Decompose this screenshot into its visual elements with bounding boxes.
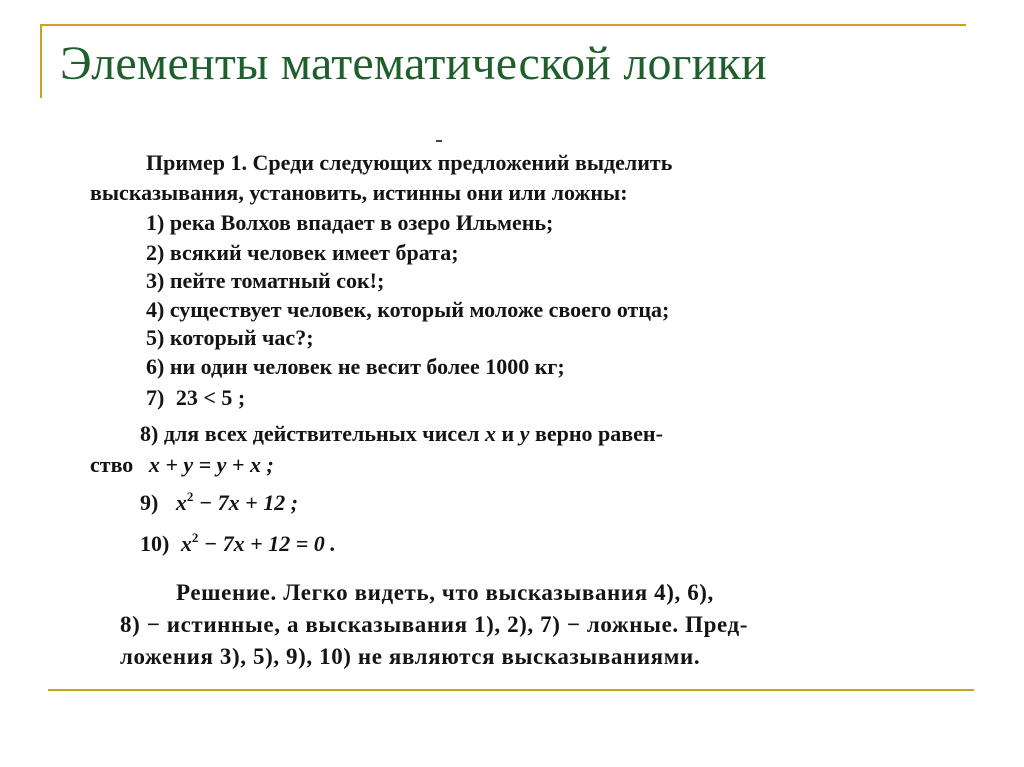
list-item: 6) ни один человек не весит более 1000 кг; xyxy=(146,354,565,379)
example-heading: Пример 1. Среди следующих предложений выделить xyxy=(146,150,673,175)
list-item: 2) всякий человек имеет брата; xyxy=(146,240,459,265)
item-10-base: x xyxy=(180,531,192,556)
item-8-variable-y: y xyxy=(519,421,530,446)
item-8-conjunction: и xyxy=(501,421,515,446)
item-10-exponent: 2 xyxy=(191,530,199,545)
list-item-9 xyxy=(140,490,298,516)
scan-artifact-mark xyxy=(436,140,442,142)
item-8-equation: x + y = y + x ; xyxy=(148,452,274,477)
solution-line-1-text: Легко видеть, что высказывания 4), 6), xyxy=(283,580,714,605)
item-7-label: 7) xyxy=(146,385,165,410)
item-9-label: 9) xyxy=(140,490,159,515)
list-item: 3) пейте томатный сок!; xyxy=(146,268,385,293)
example-heading-continued: высказывания, установить, истинны они или ложны: xyxy=(90,180,628,205)
solution-line-3: ложения 3), 5), 9), 10) не являются высказываниями. xyxy=(120,644,701,669)
slide-title: Элементы математической логики xyxy=(60,37,767,90)
item-9-base: x xyxy=(175,490,187,515)
list-item-7 xyxy=(146,385,245,411)
solution-heading: Решение. xyxy=(176,580,277,605)
list-item-10 xyxy=(140,531,336,557)
item-9-rest: − 7x + 12 ; xyxy=(198,490,299,515)
item-8-text: 8) для всех действительных чисел xyxy=(140,421,480,446)
list-item: 5) который час?; xyxy=(146,325,314,350)
item-8-cont-text: ство xyxy=(90,452,134,477)
item-7-formula: 23 < 5 ; xyxy=(175,385,246,410)
solution-line-2: 8) − истинные, а высказывания 1), 2), 7) − ложные. Пред- xyxy=(120,612,748,637)
list-item-8 xyxy=(140,421,663,447)
item-8-variable-x: x xyxy=(485,421,497,446)
item-9-exponent: 2 xyxy=(186,489,194,504)
solution-line-1 xyxy=(176,580,714,606)
item-10-label: 10) xyxy=(140,531,170,556)
item-8-tail: верно равен- xyxy=(534,421,663,446)
item-10-rest: − 7x + 12 = 0 . xyxy=(203,531,336,556)
list-item: 1) река Волхов впадает в озеро Ильмень; xyxy=(146,210,554,235)
list-item: 4) существует человек, который моложе своего отца; xyxy=(146,297,670,322)
list-item-8-continued xyxy=(90,452,274,478)
